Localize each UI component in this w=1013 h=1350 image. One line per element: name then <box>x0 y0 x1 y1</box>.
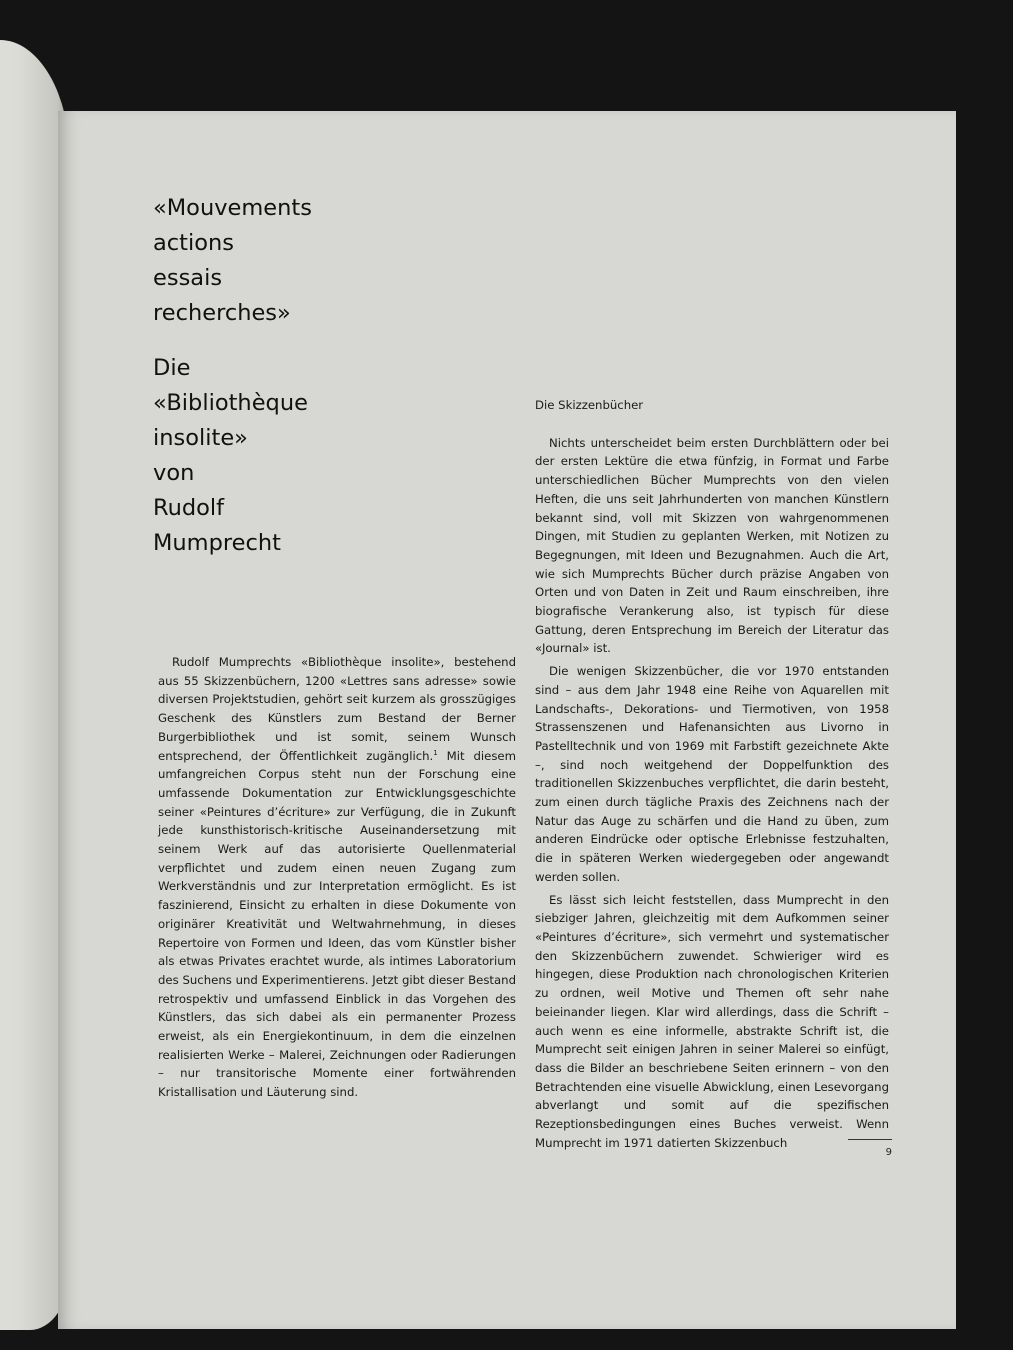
footnote-marker: 1 <box>433 748 438 757</box>
page-number: 9 <box>885 1147 892 1158</box>
title-line: actions <box>153 230 234 256</box>
title-line: Rudolf <box>153 495 225 521</box>
body-paragraph: Die wenigen Skizzenbücher, die vor 1970 entstanden sind – aus dem Jahr 1948 eine Reihe von Aquarellen mit Landschafts-, Dekorations- und Tiermotiven, von 1958 Strassenszenen und Hafenansichten aus Livorno in Pastelltechnik und von 1969 mit Farbstift gezeichnete Akte –, sind noch weitgehend der Doppelfunktion des traditionellen Skizzenbuches verpflichtet, die darin besteht, zum einen durch tägliche Praxis des Zeichnens nach der Natur das Auge zu schärfen und die Hand zu üben, zum anderen Eindrücke oder optische Erlebnisse festzuhalten, die in späteren Werken wiedergegeben oder angewandt werden sollen. <box>535 664 889 884</box>
intro-text: Rudolf Mumprechts «Bibliothèque insolite», bestehend aus 55 Skizzenbüchern, 1200 «Lettres sans adresse» sowie diversen Projektstudien, gehört seit kurzem als grosszügiges Geschenk des Künstlers zum Bestand der Berner Burgerbibliothek und ist somit, seinem Wunsch entsprechend, der Öffentlichkeit zugänglich. <box>158 655 516 763</box>
title-line: insolite» <box>153 425 248 451</box>
title-line: Mumprecht <box>153 530 281 556</box>
title-line: von <box>153 460 195 486</box>
body-paragraph: Es lässt sich leicht feststellen, dass Mumprecht in den siebziger Jahren, gleichzeitig mit dem Aufkommen seiner «Peintures d’écriture», sich vermehrt und systematischer den Skizzenbüchern zuwendet. Schwieriger wird es hingegen, diese Produktion nach chronologischen Kriterien zu ordnen, weil Motive und Themen oft sehr nahe beieinander liegen. Klar wird allerdings, dass die Schrift – auch wenn es eine informelle, abstrakte Schrift ist, die Mumprecht seit einigen Jahren in seiner Malerei so einfügt, dass die Bilder an beschriebene Seiten erinnern – von den Betrachtenden eine visuelle Abwicklung, einen Lesevorgang abverlangt und somit auf die spezifischen Rezeptionsbedingungen eines Buches verweist. Wenn Mumprecht im 1971 datierten Skizzenbuch <box>535 892 889 1150</box>
section-column <box>535 396 889 1156</box>
title-line: essais <box>153 265 223 291</box>
folio-rule <box>848 1139 892 1140</box>
title-line: recherches» <box>153 300 291 326</box>
title-line: «Bibliothèque <box>153 390 308 416</box>
intro-paragraph <box>158 653 516 1102</box>
book-page <box>58 111 956 1329</box>
intro-text-continued: Mit diesem umfangreichen Corpus steht nun der Forschung eine umfassende Dokumentation zur Entwicklungsgeschichte seiner «Peintures d’écriture» zur Verfügung, die in Zukunft jede kunsthistorisch-kritische Auseinandersetzung mit seinem Werk auf das autorisierte Quellenmaterial verpflichtet und zudem einen neuen Zugang zum Werkverständnis und zur Interpretation ermöglicht. Es ist faszinierend, Einsicht zu erhalten in diese Dokumente von originärer Kreativität und Weltwahrnehmung, in dieses Repertoire von Formen und Ideen, das vom Künstler bisher als etwas Privates erachtet wurde, als intimes Laboratorium des Suchens und Experimentierens. Jetzt gibt dieser Bestand retrospektiv und umfassend Einblick in das Vorgehen des Künstlers, das sich dabei als ein permanenter Prozess erweist, als ein Energiekontinuum, in dem die einzelnen realisierten Werke – Malerei, Zeichnungen oder Radierungen – nur transitorische Momente einer fortwährenden Kristallisation und Läuterung sind. <box>158 748 516 1100</box>
body-paragraph: Nichts unterscheidet beim ersten Durchblättern oder bei der ersten Lektüre die etwa fünfzig, in Format und Farbe unterschiedlichen Bücher Mumprechts von den vielen Heften, die uns seit Jahrhunderten von manchen Künstlern bekannt sind, voll mit Skizzen von wahrgenommenen Dingen, mit Studien zu geplanten Werken, mit Notizen zu Begegnungen, mit Ideen und Bezugnahmen. Auch die Art, wie sich Mumprechts Bücher durch präzise Angaben von Orten und von Daten in Zeit und Raum einschreiben, ihre biografische Verankerung also, ist typisch für diese Gattung, deren Entsprechung im Bereich der Literatur das «Journal» ist. <box>535 435 889 656</box>
section-heading: Die Skizzenbücher <box>535 398 644 412</box>
title-spacer <box>153 331 312 351</box>
title-line: Die <box>153 355 191 381</box>
title-line: «Mouvements <box>153 195 312 221</box>
chapter-title <box>153 191 312 561</box>
